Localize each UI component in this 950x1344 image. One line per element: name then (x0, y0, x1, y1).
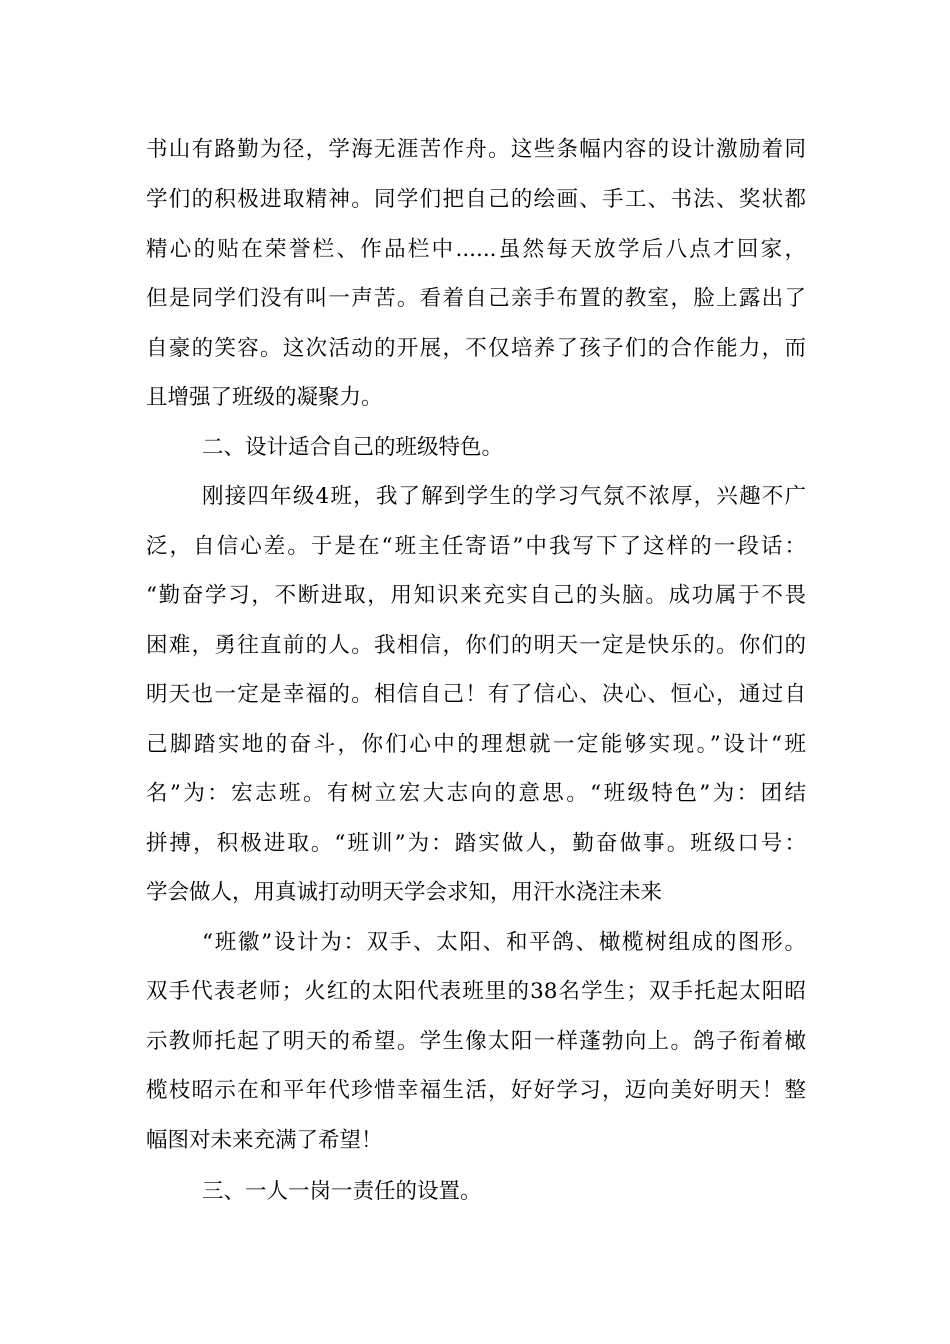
paragraph-line: 泛，自信心差。于是在“班主任寄语”中我写下了这样的一段话： (146, 534, 806, 559)
paragraph-line: 学们的积极进取精神。同学们把自己的绘画、手工、书法、奖状都 (146, 187, 806, 212)
section-heading: 二、设计适合自己的班级特色。 (202, 435, 504, 460)
paragraph-line: “勤奋学习，不断进取，用知识来充实自己的头脑。成功属于不畏 (146, 583, 806, 608)
paragraph-line: 精心的贴在荣誉栏、作品栏中......虽然每天放学后八点才回家， (146, 237, 806, 262)
paragraph-line: 示教师托起了明天的希望。学生像太阳一样蓬勃向上。鸽子衔着橄 (146, 1029, 806, 1054)
paragraph-line: 自豪的笑容。这次活动的开展，不仅培养了孩子们的合作能力，而 (146, 336, 806, 361)
paragraph-line: 但是同学们没有叫一声苦。看着自己亲手布置的教室，脸上露出了 (146, 286, 806, 311)
paragraph-line: 明天也一定是幸福的。相信自己！有了信心、决心、恒心，通过自 (146, 682, 806, 707)
paragraph-line: 刚接四年级4班，我了解到学生的学习气氛不浓厚，兴趣不广 (202, 484, 806, 509)
paragraph-line: 幅图对未来充满了希望！ (146, 1128, 383, 1153)
section-heading: 三、一人一岗一责任的设置。 (202, 1179, 482, 1204)
paragraph-line: 困难，勇往直前的人。我相信，你们的明天一定是快乐的。你们的 (146, 633, 806, 658)
paragraph-line: 拼搏，积极进取。“班训”为：踏实做人，勤奋做事。班级口号： (146, 831, 806, 856)
paragraph-line: “班徽”设计为：双手、太阳、和平鸽、橄榄树组成的图形。 (202, 930, 806, 955)
paragraph-line: 且增强了班级的凝聚力。 (146, 385, 383, 410)
paragraph-line: 榄枝昭示在和平年代珍惜幸福生活，好好学习，迈向美好明天！整 (146, 1078, 806, 1103)
paragraph-line: 己脚踏实地的奋斗，你们心中的理想就一定能够实现。”设计“班 (146, 732, 806, 757)
paragraph-line: 学会做人，用真诚打动明天学会求知，用汗水浇注未来 (146, 880, 663, 905)
paragraph-line: 双手代表老师；火红的太阳代表班里的38名学生；双手托起太阳昭 (146, 979, 806, 1004)
paragraph-line: 名”为：宏志班。有树立宏大志向的意思。“班级特色”为：团结 (146, 781, 806, 806)
paragraph-line: 书山有路勤为径，学海无涯苦作舟。这些条幅内容的设计激励着同 (146, 137, 806, 162)
